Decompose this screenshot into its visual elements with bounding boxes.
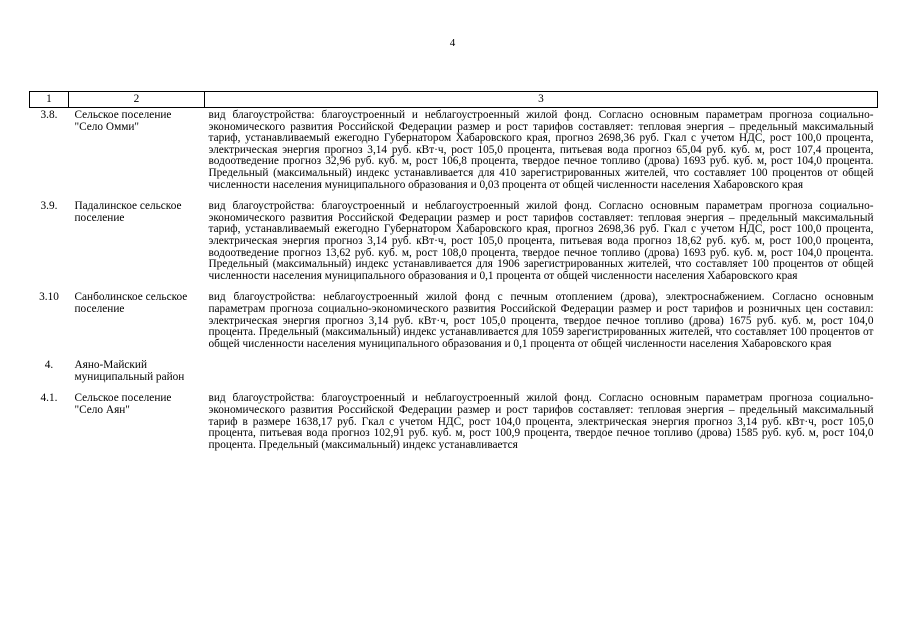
tariff-table [29,91,878,459]
row-number: 3.8. [40,109,58,121]
row-number: 4.1. [40,392,58,405]
settlement-name: Падалинское сельское поселение [74,200,182,224]
column-header-2: 2 [69,92,205,108]
table-header [30,92,878,108]
column-header-1: 1 [30,92,69,108]
settlement-name: Сельское поселение "Село Омми" [74,109,172,133]
settlement-name: Сельское поселение "Село Аян" [74,392,172,417]
table-row [30,391,878,459]
table-body [30,108,878,460]
table-row [30,358,878,391]
page-number: 4 [449,37,456,49]
table-row [30,199,878,290]
tariff-description: вид благоустройства: благоустроенный и неблагоустроенный жилой фонд. Согласно основным параметрам прогноза социально-экономического развития Российской Федерации размер и рост тарифов составляет: тепловая энергия – предельный максимальный тариф в размере 1638,17 руб. Гкал с учетом НДС, рост 104,0 процента, электрическая энергия прогноз 3,14 руб. кВт·ч, рост 105,0 процента, питьевая вода прогноз 102,91 руб. куб. м, рост 100,9 процента, твердое печное топливо (дрова) 1585 руб. куб. м, рост 104,0 процента. Предельный (максимальный) индекс устанавливается [208,392,874,451]
table-row [30,108,878,200]
tariff-description: вид благоустройства: благоустроенный и неблагоустроенный жилой фонд. Согласно основным параметрам прогноза социально-экономического развития Российской Федерации размер и рост тарифов составляет: тепловая энергия – предельный максимальный тариф, устанавливаемый ежегодно Губернатором Хабаровского края, прогноз 2698,36 руб. Гкал с учетом НДС, рост 100,0 процента, электрическая энергия прогноз 3,14 руб. кВт·ч, рост 105,0 процента, питьевая вода прогноз 65,04 руб. куб. м, рост 107,4 процента, водоотведение прогноз 32,96 руб. куб. м, рост 106,8 процента, твердое печное топливо (дрова) 1693 руб. куб. м, рост 104,0 процента. Предельный (максимальный) индекс устанавливается для 410 зарегистрированных жителей, что составляет 100 процентов от общей численности населения муниципального образования и 0,03 процента от общей численности населения Хабаровского края [208,109,874,191]
tariff-description: вид благоустройства: благоустроенный и неблагоустроенный жилой фонд. Согласно основным параметрам прогноза социально-экономического развития Российской Федерации размер и рост тарифов составляет: тепловая энергия – предельный максимальный тариф, устанавливаемый ежегодно Губернатором Хабаровского края, прогноз 2698,36 руб. Гкал с учетом НДС, рост 100,0 процента, электрическая энергия прогноз 3,14 руб. кВт·ч, рост 105,0 процента, питьевая вода прогноз 18,62 руб. куб. м, рост 100,0 процента, водоотведение прогноз 13,62 руб. куб. м, рост 108,0 процента, твердое печное топливо (дрова) 1693 руб. куб. м, рост 104,0 процента. Предельный (максимальный) индекс устанавливается для 1906 зарегистрированных жителей, что составляет 100 процентов от общей численности населения муниципального образования и 0,1 процента от общей численности населения Хабаровского края [208,200,874,282]
tariff-description: вид благоустройства: неблагоустроенный жилой фонд с печным отоплением (дрова), электроснабжением. Согласно основным параметрам прогноза социально-экономического развития Российской Федерации размер и рост тарифов и розничных цен составил: электрическая энергия прогноз 3,14 руб. кВт·ч, рост 105,0 процента, твердое печное топливо (дрова) 1675 руб. куб. м, рост 104,0 процента. Предельный (максимальный) индекс устанавливается для 1059 зарегистрированных жителей, что составляет 100 процентов от общей численности населения муниципального образования и 0,1 процента от общей численности населения Хабаровского края [208,291,874,350]
table-row [30,290,878,358]
row-number: 3.10 [39,291,59,304]
row-number: 4. [44,359,54,372]
tariff-description [205,358,878,391]
row-number: 3.9. [40,200,58,213]
district-name: Аяно-Майский муниципальный район [74,359,185,383]
column-header-3: 3 [205,92,878,108]
settlement-name: Санболинское сельское поселение [74,291,188,315]
table-header-row [30,92,878,108]
